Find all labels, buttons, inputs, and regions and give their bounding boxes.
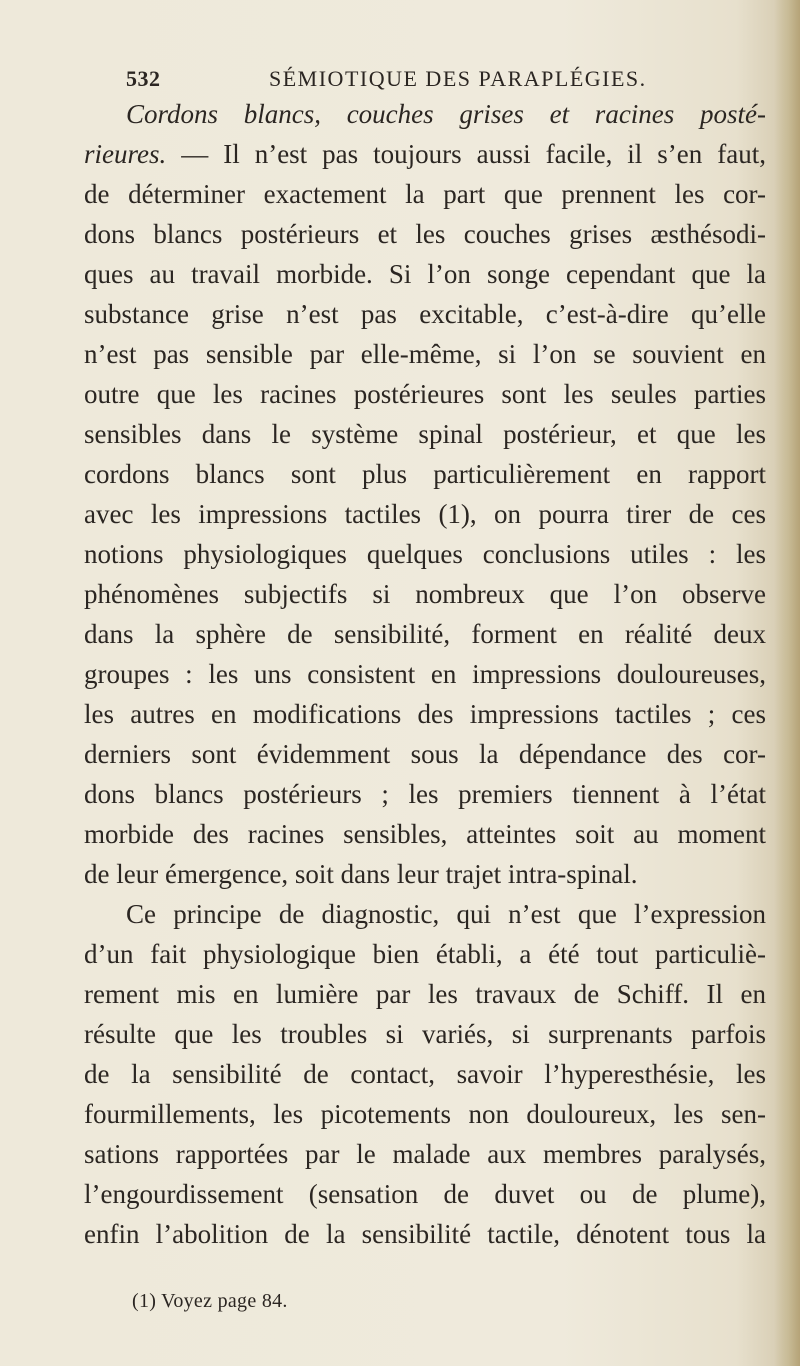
text-line bbox=[84, 814, 766, 854]
paragraph-2 bbox=[84, 894, 766, 1254]
page-edge-shadow bbox=[774, 0, 800, 1366]
text-line bbox=[84, 454, 766, 494]
line-text: cordons blancs sont plus particulièrement en rapport bbox=[84, 459, 766, 489]
text-line: résulte que les troubles si variés, si surprenants parfois bbox=[84, 1019, 766, 1049]
text-line bbox=[84, 854, 766, 894]
text-line bbox=[84, 574, 766, 614]
line-text: de leur émergence, soit dans leur trajet intra-spinal. bbox=[84, 859, 638, 889]
line-text: avec les impressions tactiles (1), on pourra tirer de ces bbox=[84, 499, 766, 529]
line-text: phénomènes subjectifs si nombreux que l’on observe bbox=[84, 579, 766, 609]
text-line bbox=[84, 614, 766, 654]
paragraph-1 bbox=[84, 94, 766, 894]
line-text: de déterminer exactement la part que prennent les cor- bbox=[84, 179, 766, 209]
text-line: fourmillements, les picotements non douloureux, les sen- bbox=[84, 1099, 766, 1129]
text-line bbox=[84, 774, 766, 814]
line-text: n’est pas sensible par elle-même, si l’on se souvient en bbox=[84, 339, 766, 369]
line-text: derniers sont évidemment sous la dépendance des cor- bbox=[84, 739, 766, 769]
line-text: groupes : les uns consistent en impressions douloureuses, bbox=[84, 659, 766, 689]
italic-heading-text: Cordons blancs, couches grises et racines posté- bbox=[126, 99, 766, 129]
line-text: notions physiologiques quelques conclusions utiles : les bbox=[84, 539, 766, 569]
text-line: d’un fait physiologique bien établi, a été tout particuliè- bbox=[84, 939, 766, 969]
text-line: rement mis en lumière par les travaux de Schiff. Il en bbox=[84, 979, 766, 1009]
line-text: dans la sphère de sensibilité, forment en réalité deux bbox=[84, 619, 766, 649]
text-line bbox=[84, 214, 766, 254]
text-line bbox=[84, 334, 766, 374]
text-line: sations rapportées par le malade aux membres paralysés, bbox=[84, 1139, 766, 1169]
line-text: substance grise n’est pas excitable, c’est-à-dire qu’elle bbox=[84, 299, 766, 329]
text-line bbox=[84, 254, 766, 294]
text-line bbox=[84, 374, 766, 414]
text-line bbox=[84, 534, 766, 574]
text-line bbox=[84, 94, 766, 134]
text-line: enfin l’abolition de la sensibilité tactile, dénotent tous la bbox=[84, 1219, 766, 1249]
text-line bbox=[84, 174, 766, 214]
italic-heading-text: rieures. bbox=[84, 139, 167, 169]
text-line bbox=[84, 694, 766, 734]
running-head: SÉMIOTIQUE DES PARAPLÉGIES. bbox=[269, 66, 647, 91]
line-text: ques au travail morbide. Si l’on songe cependant que la bbox=[84, 259, 766, 289]
text-line: de la sensibilité de contact, savoir l’hyperesthésie, les bbox=[84, 1059, 766, 1089]
footnote: (1) Voyez page 84. bbox=[132, 1290, 288, 1312]
line-text: dons blancs postérieurs ; les premiers tiennent à l’état bbox=[84, 779, 766, 809]
text-line: Ce principe de diagnostic, qui n’est que l’expression bbox=[126, 899, 766, 929]
page-number: 532 bbox=[126, 66, 161, 91]
line-text: outre que les racines postérieures sont les seules parties bbox=[84, 379, 766, 409]
line-text: morbide des racines sensibles, atteintes soit au moment bbox=[84, 819, 766, 849]
body-text bbox=[84, 94, 766, 1254]
text-line bbox=[84, 294, 766, 334]
text-line bbox=[84, 494, 766, 534]
text-line bbox=[84, 414, 766, 454]
text-line bbox=[84, 734, 766, 774]
text-line: l’engourdissement (sensation de duvet ou de plume), bbox=[84, 1179, 766, 1209]
line-text: sensibles dans le système spinal postérieur, et que les bbox=[84, 419, 766, 449]
text-line bbox=[84, 134, 766, 174]
text-line bbox=[84, 654, 766, 694]
line-text: — Il n’est pas toujours aussi facile, il s’en faut, bbox=[166, 139, 766, 169]
line-text: dons blancs postérieurs et les couches grises æsthésodi- bbox=[84, 219, 766, 249]
line-text: les autres en modifications des impressions tactiles ; ces bbox=[84, 699, 766, 729]
